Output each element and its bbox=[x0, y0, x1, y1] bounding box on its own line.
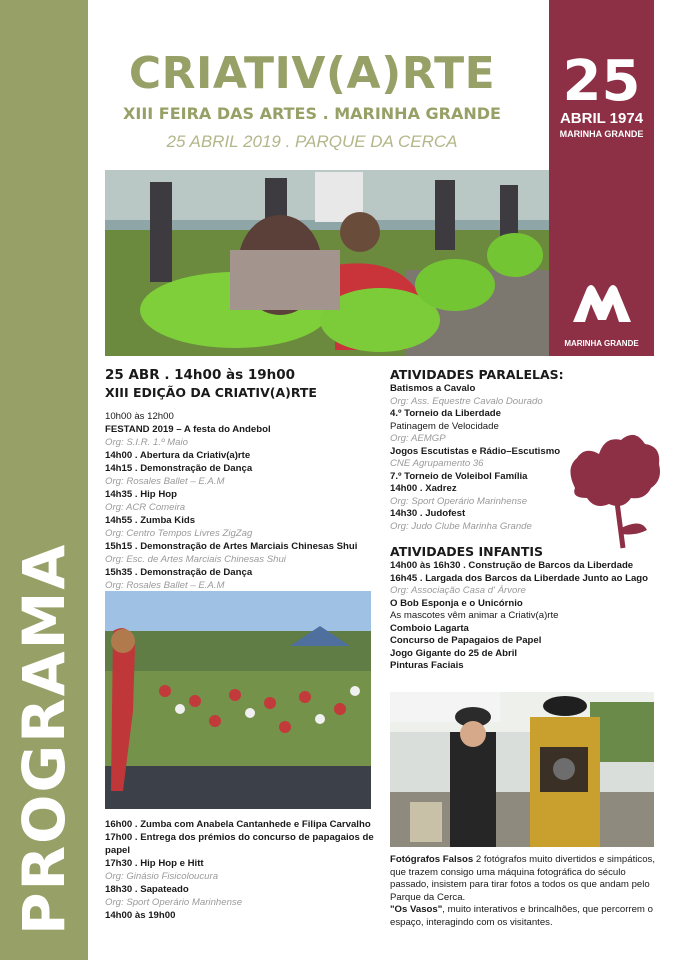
schedule-item: 16h00 . Zumba com Anabela Cantanhede e Filipa Carvalho bbox=[105, 819, 371, 830]
marinha-grande-logo-icon bbox=[571, 282, 633, 324]
badge-day: 25 bbox=[562, 49, 641, 114]
schedule-item: Jogo Gigante do 25 de Abril bbox=[390, 647, 518, 659]
organizer-line: Org: Ginásio Fisicoloucura bbox=[105, 871, 219, 882]
schedule-item: Comboio Lagarta bbox=[390, 622, 469, 634]
logo-label: MARINHA GRANDE bbox=[564, 339, 639, 348]
schedule-item: 14h00 . Abertura da Criativ(a)rte bbox=[105, 450, 251, 461]
schedule-item: 14h15 . Demonstração de Dança bbox=[105, 463, 253, 474]
schedule-item: As mascotes vêm animar a Criativ(a)rte bbox=[390, 610, 559, 621]
side-band bbox=[0, 0, 88, 960]
schedule-item: 15h35 . Demonstração de Dança bbox=[105, 567, 253, 578]
schedule-item: 18h30 . Sapateado bbox=[105, 884, 189, 895]
photographers-description bbox=[390, 854, 655, 929]
schedule-item: 4.º Torneio da Liberdade bbox=[390, 408, 502, 419]
schedule-item: 10h00 às 12h00 bbox=[105, 411, 174, 422]
schedule-item: Pinturas Faciais bbox=[390, 660, 464, 671]
vasos-desc: , muito interativos e brincalhões, que percorrem o espaço, interagindo com os visitantes. bbox=[390, 904, 653, 928]
photographers-paragraph bbox=[390, 854, 655, 904]
programa-label: PROGRAMA bbox=[10, 542, 78, 935]
photo-zumba bbox=[105, 591, 371, 809]
organizer-line: Org: Rosales Ballet – E.A.M bbox=[105, 476, 225, 487]
organizer-line: Org: S.I.R. 1.º Maio bbox=[105, 437, 188, 448]
organizer-line: Org: Ass. Equestre Cavalo Dourado bbox=[390, 395, 543, 407]
schedule-item: O Bob Esponja e o Unicórnio bbox=[390, 597, 523, 609]
vasos-paragraph bbox=[390, 904, 655, 929]
organizer-line: Org: Centro Tempos Livres ZigZag bbox=[105, 528, 253, 539]
badge-month-year: ABRIL 1974 bbox=[559, 110, 644, 127]
vasos-name: "Os Vasos" bbox=[390, 904, 443, 915]
schedule-item: 17h30 . Hip Hop e Hitt bbox=[105, 858, 204, 869]
schedule-item: 14h30 . Judofest bbox=[390, 508, 466, 519]
organizer-line: Org: Sport Operário Marinhense bbox=[105, 897, 243, 908]
program-edition: XIII EDIÇÃO DA CRIATIV(A)RTE bbox=[105, 385, 317, 400]
schedule-item: 14h00 às 19h00 bbox=[105, 910, 176, 921]
event-title: CRIATIV(A)RTE bbox=[128, 48, 496, 99]
parallel-heading: ATIVIDADES PARALELAS: bbox=[390, 367, 564, 382]
organizer-line: Org: Esc. de Artes Marciais Chinesas Shui bbox=[105, 554, 286, 565]
kids-activities bbox=[390, 544, 655, 673]
schedule-item: 17h00 . Entrega dos prémios do concurso de papagaios de papel bbox=[105, 832, 374, 856]
carnation-icon bbox=[565, 418, 663, 550]
schedule-item: 14h35 . Hip Hop bbox=[105, 489, 177, 500]
organizer-line: Org: Judo Clube Marinha Grande bbox=[390, 520, 532, 532]
schedule-item: 14h00 às 16h30 . Construção de Barcos da Liberdade bbox=[390, 560, 634, 571]
kids-list bbox=[390, 560, 655, 673]
schedule-item: 16h45 . Largada dos Barcos da Liberdade Junto ao Lago bbox=[390, 572, 649, 584]
afternoon-schedule bbox=[105, 818, 375, 922]
fake-photographers-desc: 2 fotógrafos muito divertidos e simpáticos, que trazem consigo uma máquina fotográfica do século passado, insistem para tirar fotos a todos os que andam pelo Parque da Cerca. bbox=[390, 854, 655, 903]
organizer-line: Org: Rosales Ballet – E.A.M bbox=[105, 580, 225, 591]
photo-kids-ride bbox=[105, 170, 549, 356]
schedule-item: FESTAND 2019 – A festa do Andebol bbox=[105, 424, 271, 435]
organizer-line: Org: Associação Casa d' Árvore bbox=[390, 585, 526, 596]
program-column bbox=[105, 366, 375, 592]
schedule-item: Batismos a Cavalo bbox=[390, 383, 476, 394]
morning-schedule bbox=[105, 410, 375, 592]
anniversary-badge bbox=[549, 0, 654, 356]
schedule-item: 15h15 . Demonstração de Artes Marciais Chinesas Shui bbox=[105, 541, 358, 552]
schedule-item: Patinagem de Velocidade bbox=[390, 420, 499, 432]
organizer-line: Org: Sport Operário Marinhense bbox=[390, 495, 528, 507]
schedule-item: 14h55 . Zumba Kids bbox=[105, 515, 196, 526]
schedule-item: Concurso de Papagaios de Papel bbox=[390, 635, 542, 646]
fake-photographers-name: Fotógrafos Falsos bbox=[390, 854, 474, 865]
badge-town: MARINHA GRANDE bbox=[559, 129, 644, 139]
event-subtitle: XIII FEIRA DAS ARTES . MARINHA GRANDE bbox=[123, 104, 501, 123]
organizer-line: Org: AEMGP bbox=[390, 433, 446, 444]
organizer-line: CNE Agrupamento 36 bbox=[390, 458, 484, 469]
schedule-item: 7.º Torneio de Voleibol Família bbox=[390, 470, 528, 482]
photo-fake-photographers bbox=[390, 692, 654, 847]
schedule-item: Jogos Escutistas e Rádio–Escutismo bbox=[390, 445, 561, 457]
program-heading: 25 ABR . 14h00 às 19h00 bbox=[105, 367, 296, 383]
schedule-item: 14h00 . Xadrez bbox=[390, 483, 457, 494]
organizer-line: Org: ACR Comeira bbox=[105, 502, 186, 513]
event-date-place: 25 ABRIL 2019 . PARQUE DA CERCA bbox=[166, 132, 458, 151]
kids-heading: ATIVIDADES INFANTIS bbox=[390, 544, 544, 559]
